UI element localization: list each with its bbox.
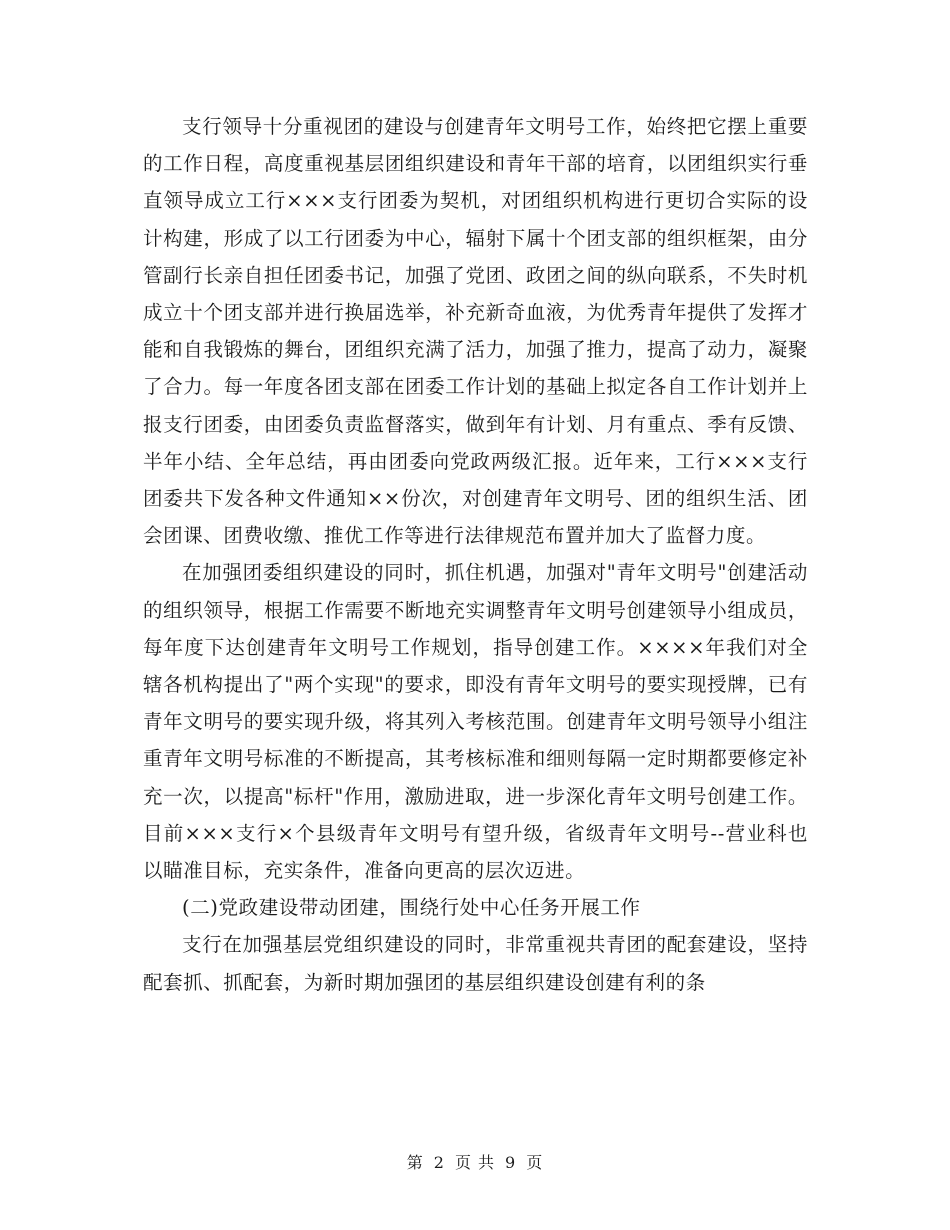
page-label-mid: 页 共 [454, 1153, 496, 1172]
section-heading: (二)党政建设带动团建，围绕行处中心任务开展工作 [182, 896, 641, 920]
page-label-suffix: 页 [526, 1153, 544, 1172]
paragraph-2: 在加强团委组织建设的同时，抓住机遇，加强对"青年文明号"创建活动的组织领导，根据工作需要不断地充实调整青年文明号创建领导小组成员，每年度下达创建青年文明号工作规划，指导创建工作。××××年我们对全辖各机构提出了"两个实现"的要求，即没有青年文明号的要实现授牌，已有青年文明号的要实现升级，将其列入考核范围。创建青年文明号领导小组注重青年文明号标准的不断提高，其考核标准和细则每隔一定时期都要修定补充一次，以提高"标杆"作用，激励进取，进一步深化青年文明号创建工作。目前×××支行×个县级青年文明号有望升级，省级青年文明号--营业科也以瞄准目标，充实条件，准备向更高的层次迈进。 [143, 561, 808, 883]
page-footer [0, 1150, 950, 1173]
paragraph-3: 支行在加强基层党组织建设的同时，非常重视共青团的配套建设，坚持配套抓、抓配套，为新时期加强团的基层组织建设创建有利的条 [143, 933, 808, 994]
page-label-prefix: 第 [406, 1153, 424, 1172]
total-pages-number: 9 [505, 1153, 517, 1172]
current-page-number: 2 [433, 1153, 445, 1172]
paragraph-1: 支行领导十分重视团的建设与创建青年文明号工作，始终把它摆上重要的工作日程，高度重视基层团组织建设和青年干部的培育，以团组织实行垂直领导成立工行×××支行团委为契机，对团组织机构进行更切合实际的设计构建，形成了以工行团委为中心，辐射下属十个团支部的组织框架，由分管副行长亲自担任团委书记，加强了党团、政团之间的纵向联系，不失时机成立十个团支部并进行换届选举，补充新奇血液，为优秀青年提供了发挥才能和自我锻炼的舞台，团组织充满了活力，加强了推力，提高了动力，凝聚了合力。每一年度各团支部在团委工作计划的基础上拟定各自工作计划并上报支行团委，由团委负责监督落实，做到年有计划、月有重点、季有反馈、半年小结、全年总结，再由团委向党政两级汇报。近年来，工行×××支行团委共下发各种文件通知××份次，对创建青年文明号、团的组织生活、团会团课、团费收缴、推优工作等进行法律规范布置并加大了监督力度。 [143, 115, 808, 548]
document-body [143, 108, 808, 1001]
